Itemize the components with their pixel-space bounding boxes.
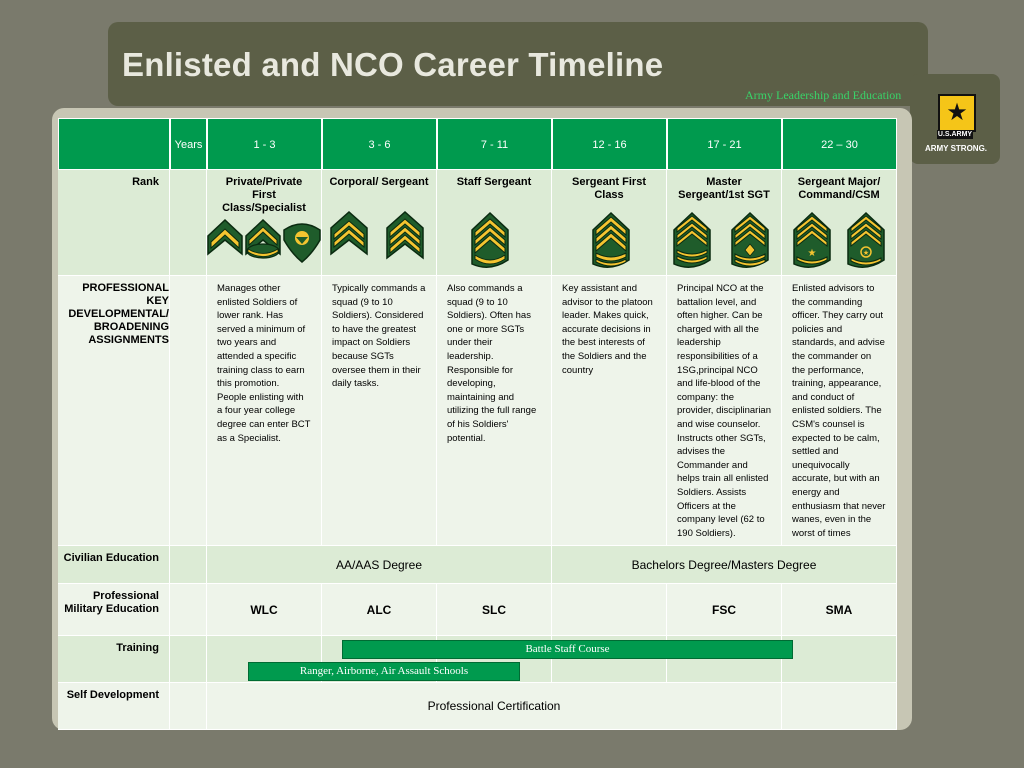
pme-empty — [552, 584, 667, 636]
training-spacer — [170, 636, 207, 683]
header-year-3: 7 - 11 — [437, 118, 552, 170]
rank-spacer — [170, 170, 207, 276]
page-title: Enlisted and NCO Career Timeline — [122, 46, 664, 83]
civilian-spacer — [170, 546, 207, 584]
star-icon: ★ — [938, 94, 976, 132]
pv2-chevron-icon — [208, 220, 242, 254]
header-year-1: 1 - 3 — [207, 118, 322, 170]
row-label-pme: Professional Military Education — [58, 584, 170, 636]
svg-text:★: ★ — [807, 248, 817, 259]
1sg-chevron-icon — [732, 213, 768, 267]
desc-2: Typically commands a squad (9 to 10 Soldiers). Considered to have the greatest impact on Soldiers because SGTs oversee them in their daily tasks. — [322, 276, 437, 546]
row-label-assignments: PROFESSIONAL KEY DEVELOPMENTAL/ BROADENING ASSIGNMENTS — [58, 276, 170, 546]
pme-alc: ALC — [322, 584, 437, 636]
msg-chevron-icon — [674, 213, 710, 267]
row-label-training: Training — [58, 636, 170, 683]
header-year-5: 17 - 21 — [667, 118, 782, 170]
army-logo — [910, 74, 1000, 164]
pme-sma: SMA — [782, 584, 897, 636]
ranger-airborne-bar: Ranger, Airborne, Air Assault Schools — [248, 662, 520, 681]
rank-2: Corporal/ Sergeant — [322, 170, 437, 276]
pme-wlc: WLC — [207, 584, 322, 636]
battle-staff-course-bar: Battle Staff Course — [342, 640, 793, 659]
pfc-chevron-icon — [246, 220, 280, 258]
insignia-msg-1sg — [672, 210, 780, 272]
logo-usarmy-text: U.S.ARMY — [937, 131, 973, 138]
pme-spacer — [170, 584, 207, 636]
header-year-6: 22 – 30 — [782, 118, 897, 170]
self-professional-certification: Professional Certification — [207, 683, 782, 730]
csm-chevron-icon — [848, 213, 884, 267]
logo-strong-text: ARMY STRONG. — [924, 144, 988, 153]
header-year-4: 12 - 16 — [552, 118, 667, 170]
desc-3: Also commands a squad (9 to 10 Soldiers). Often has one or more SGTs under their leadership. Responsible for developing, maintaining and utilizing the full range of his Soldiers' potential. — [437, 276, 552, 546]
self-spacer — [170, 683, 207, 730]
career-table — [58, 118, 897, 730]
sgt-chevron-icon — [387, 212, 423, 258]
ssg-chevron-icon — [470, 210, 514, 272]
cpl-chevron-icon — [331, 212, 367, 254]
desc-6: Enlisted advisors to the commanding officer. They carry out policies and standards, and advise the commander on the performance, training, appearance, and conduct of enlisted soldiers. The CSM's counsel is expected to be calm, settled and unequivocally accurate, but with an energy and enthusiasm that never wanes, even in the worst of times — [782, 276, 897, 546]
row-label-rank: Rank — [58, 170, 170, 276]
assignments-spacer — [170, 276, 207, 546]
page-subtitle: Army Leadership and Education — [745, 88, 902, 102]
insignia-junior — [206, 216, 322, 266]
header-year-2: 3 - 6 — [322, 118, 437, 170]
sfc-chevron-icon — [591, 210, 635, 272]
header-corner — [58, 118, 170, 170]
training-cell-6 — [782, 636, 897, 683]
desc-4: Key assistant and advisor to the platoon leader. Makes quick, accurate decisions in the best interests of the Soldiers and the country — [552, 276, 667, 546]
insignia-cpl-sgt — [322, 210, 438, 266]
row-label-self: Self Development — [58, 683, 170, 730]
svg-text:★: ★ — [862, 249, 870, 257]
rank-4: Sergeant First Class — [552, 170, 667, 276]
sgm-chevron-icon — [794, 213, 830, 267]
spc-insignia-icon — [284, 224, 320, 262]
desc-1: Manages other enlisted Soldiers of lower rank. Has served a minimum of two years and attended a specific training class to earn this promotion. People enlisting with a four year college degree can enter BCT as a Specialist. — [207, 276, 322, 546]
row-label-civilian: Civilian Education — [58, 546, 170, 584]
insignia-sgm-csm — [792, 210, 892, 272]
civilian-aa-degree: AA/AAS Degree — [207, 546, 552, 584]
rank-1: Private/Private First Class/Specialist — [207, 170, 322, 276]
rank-6: Sergeant Major/ Command/CSM — [782, 170, 897, 276]
pme-fsc: FSC — [667, 584, 782, 636]
header-years-label: Years — [170, 118, 207, 170]
rank-5: Master Sergeant/1st SGT — [667, 170, 782, 276]
civilian-bachelors-degree: Bachelors Degree/Masters Degree — [552, 546, 897, 584]
self-empty — [782, 683, 897, 730]
desc-5: Principal NCO at the battalion level, and often higher. Can be charged with all the leadership responsibilities of a 1SG,principal NCO and life-blood of the company: the provider, disciplinarian and wise counselor. Instructs other SGTs, advises the Commander and helps train all enlisted Soldiers. Assists Officers at the company level (62 to 190 Soldiers). — [667, 276, 782, 546]
pme-slc: SLC — [437, 584, 552, 636]
rank-3: Staff Sergeant — [437, 170, 552, 276]
